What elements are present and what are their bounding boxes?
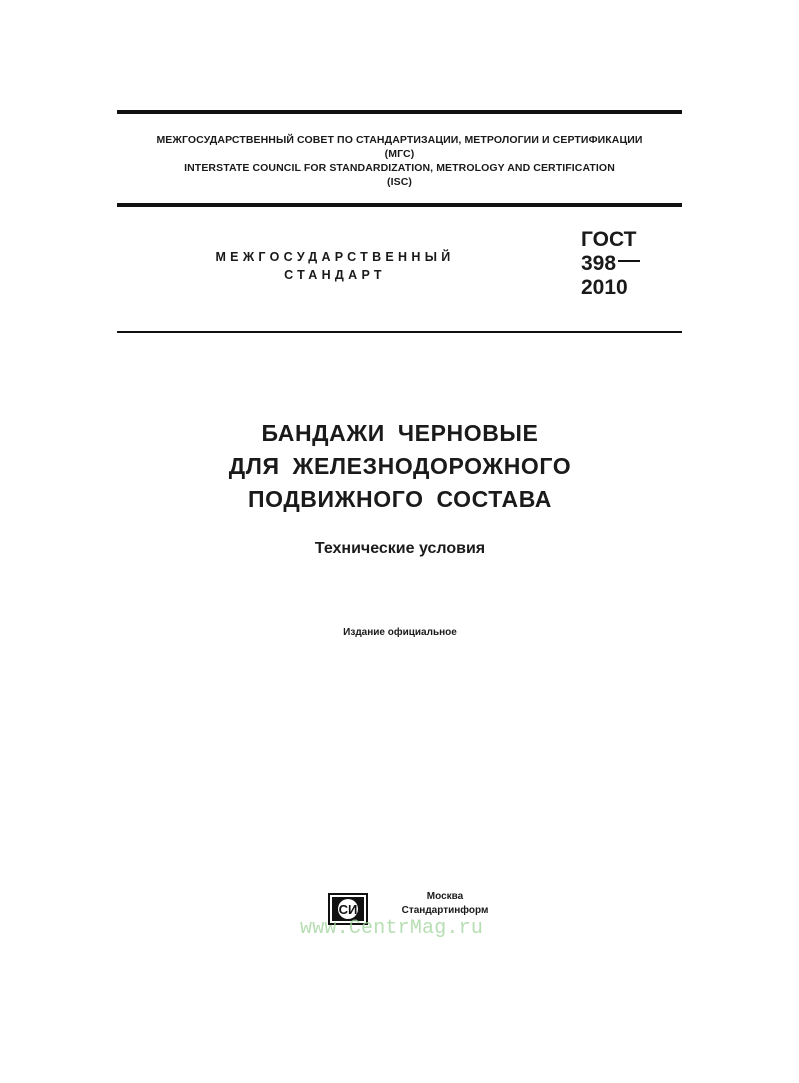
edition-note: Издание официальное xyxy=(343,627,457,638)
publisher-logo-letters: СИ xyxy=(338,902,358,917)
header-rule xyxy=(117,203,682,207)
council-abbr-ru: (МГС) xyxy=(384,148,415,160)
council-name-en: INTERSTATE COUNCIL FOR STANDARDIZATION, METROLOGY AND CERTIFICATION xyxy=(184,162,615,174)
council-name-ru: МЕЖГОСУДАРСТВЕННЫЙ СОВЕТ ПО СТАНДАРТИЗАЦИИ, МЕТРОЛОГИИ И СЕРТИФИКАЦИИ xyxy=(156,134,643,146)
title-line: ДЛЯ ЖЕЛЕЗНОДОРОЖНОГО xyxy=(228,453,572,479)
publisher-info xyxy=(375,890,515,918)
designation-rule xyxy=(117,331,682,333)
council-header xyxy=(100,133,699,189)
standard-kind xyxy=(195,248,475,284)
watermark-text: www.CentrMag.ru xyxy=(300,917,484,940)
title-line: БАНДАЖИ ЧЕРНОВЫЕ xyxy=(261,420,539,446)
document-subtitle: Технические условия xyxy=(314,540,486,557)
title-line: ПОДВИЖНОГО СОСТАВА xyxy=(248,486,552,512)
publisher-name: Стандартинформ xyxy=(401,905,489,916)
council-abbr-en: (ISC) xyxy=(387,176,412,188)
standard-kind-line1: МЕЖГОСУДАРСТВЕННЫЙ xyxy=(215,250,455,264)
designation-dash xyxy=(618,260,640,262)
publisher-city: Москва xyxy=(426,891,464,902)
top-rule xyxy=(117,110,682,114)
standard-kind-line2: СТАНДАРТ xyxy=(284,268,386,282)
standard-number: 398 xyxy=(581,252,617,275)
standard-designation xyxy=(581,228,640,300)
standard-year: 2010 xyxy=(581,276,628,299)
standard-code: ГОСТ xyxy=(581,228,637,251)
document-title xyxy=(150,417,650,516)
